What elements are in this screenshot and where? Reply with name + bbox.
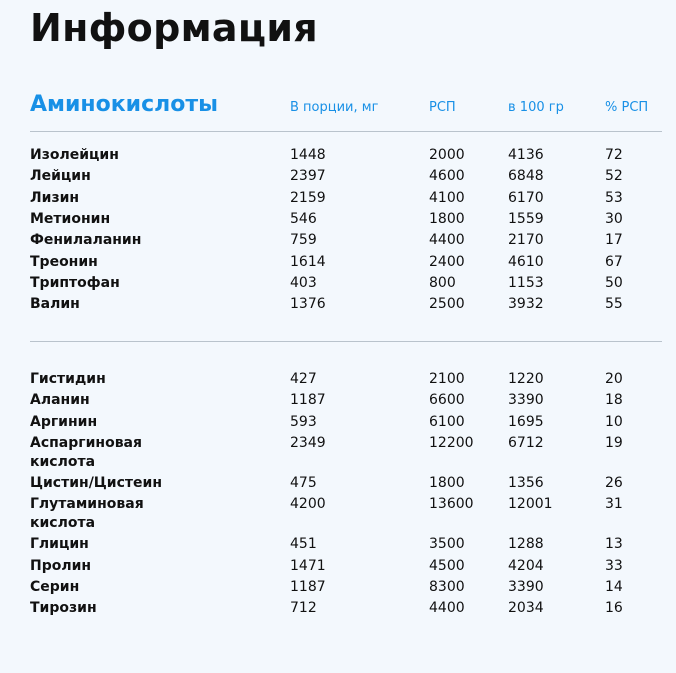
per-100g-value: 1220: [508, 371, 544, 387]
portion-value: 712: [290, 600, 317, 617]
portion-value: 2159: [290, 189, 326, 206]
rsp-value: 12200: [429, 434, 474, 451]
amino-acid-name: Треонин: [30, 253, 98, 270]
per-100g-value: 4204: [508, 557, 544, 574]
amino-acid-name: Аспаргиновая кислота: [30, 434, 142, 470]
rsp-value: 3500: [429, 536, 465, 553]
section-title: Аминокислоты: [30, 92, 218, 117]
rsp-percent-value: 55: [605, 296, 623, 313]
amino-acid-name: Фенилаланин: [30, 232, 142, 249]
rsp-value: 1800: [429, 474, 465, 491]
rsp-value: 2400: [429, 253, 465, 270]
per-100g-value: 3390: [508, 578, 544, 595]
rsp-value: 13600: [429, 496, 474, 513]
per-100g-value: 6848: [508, 168, 544, 185]
portion-value: 2349: [290, 434, 326, 451]
portion-value: 1448: [290, 147, 326, 163]
rsp-percent-value: 13: [605, 536, 623, 553]
amino-acid-name: Серин: [30, 578, 80, 595]
amino-acid-name: Тирозин: [30, 600, 97, 617]
per-100g-value: 3932: [508, 296, 544, 313]
column-header-per100: в 100 гр: [508, 100, 564, 115]
per-100g-value: 6712: [508, 434, 544, 451]
per-100g-value: 2170: [508, 232, 544, 249]
amino-acid-name: Аланин: [30, 392, 90, 409]
amino-acid-name: Изолейцин: [30, 147, 119, 163]
amino-acid-name: Гистидин: [30, 371, 106, 387]
rsp-value: 4100: [429, 189, 465, 206]
per-100g-value: 12001: [508, 496, 553, 513]
rsp-percent-value: 16: [605, 600, 623, 617]
rsp-value: 1800: [429, 210, 465, 227]
header-divider: [30, 131, 662, 132]
rsp-value: 2000: [429, 147, 465, 163]
rsp-value: 2100: [429, 371, 465, 387]
rsp-value: 8300: [429, 578, 465, 595]
portion-value: 475: [290, 474, 317, 491]
amino-acid-name: Пролин: [30, 557, 92, 574]
rsp-value: 6600: [429, 392, 465, 409]
column-header-pct: % РСП: [605, 100, 649, 115]
portion-value: 1187: [290, 392, 326, 409]
rsp-percent-value: 18: [605, 392, 623, 409]
rsp-percent-value: 72: [605, 147, 623, 163]
rsp-percent-value: 53: [605, 189, 623, 206]
per-100g-value: 1356: [508, 474, 544, 491]
per-100g-value: 6170: [508, 189, 544, 206]
portion-value: 1614: [290, 253, 326, 270]
rsp-percent-value: 19: [605, 434, 623, 451]
per-100g-value: 1153: [508, 274, 544, 291]
rsp-value: 4500: [429, 557, 465, 574]
rsp-percent-value: 10: [605, 413, 623, 430]
rsp-value: 6100: [429, 413, 465, 430]
amino-acid-name: Глицин: [30, 536, 89, 553]
rsp-value: 4400: [429, 600, 465, 617]
page-title: Информация: [30, 6, 318, 50]
rsp-percent-value: 67: [605, 253, 623, 270]
portion-value: 593: [290, 413, 317, 430]
portion-value: 451: [290, 536, 317, 553]
rsp-percent-value: 33: [605, 557, 623, 574]
rsp-percent-value: 26: [605, 474, 623, 491]
amino-acid-name: Цистин/Цистеин: [30, 474, 162, 491]
rsp-value: 4400: [429, 232, 465, 249]
rsp-percent-value: 31: [605, 496, 623, 513]
amino-acid-name: Лейцин: [30, 168, 91, 185]
amino-acid-name: Лизин: [30, 189, 80, 206]
rsp-percent-value: 14: [605, 578, 623, 595]
rsp-value: 2500: [429, 296, 465, 313]
rsp-percent-value: 52: [605, 168, 623, 185]
rsp-value: 4600: [429, 168, 465, 185]
rsp-percent-value: 20: [605, 371, 623, 387]
amino-acid-name: Аргинин: [30, 413, 98, 430]
portion-value: 427: [290, 371, 317, 387]
portion-value: 1471: [290, 557, 326, 574]
per-100g-value: 1559: [508, 210, 544, 227]
per-100g-value: 1695: [508, 413, 544, 430]
column-header-portion: В порции, мг: [290, 100, 379, 115]
portion-value: 403: [290, 274, 317, 291]
rsp-percent-value: 17: [605, 232, 623, 249]
portion-value: 2397: [290, 168, 326, 185]
portion-value: 1187: [290, 578, 326, 595]
group-divider: [30, 341, 662, 342]
per-100g-value: 3390: [508, 392, 544, 409]
per-100g-value: 1288: [508, 536, 544, 553]
per-100g-value: 2034: [508, 600, 544, 617]
portion-value: 759: [290, 232, 317, 249]
amino-acid-name: Валин: [30, 296, 80, 313]
portion-value: 4200: [290, 496, 326, 513]
amino-acid-name: Глутаминовая кислота: [30, 496, 144, 532]
portion-value: 546: [290, 210, 317, 227]
column-header-rsp: РСП: [429, 100, 456, 115]
rsp-value: 800: [429, 274, 456, 291]
amino-acid-name: Триптофан: [30, 274, 120, 291]
per-100g-value: 4610: [508, 253, 544, 270]
rsp-percent-value: 30: [605, 210, 623, 227]
rsp-percent-value: 50: [605, 274, 623, 291]
amino-acid-name: Метионин: [30, 210, 111, 227]
per-100g-value: 4136: [508, 147, 544, 163]
portion-value: 1376: [290, 296, 326, 313]
